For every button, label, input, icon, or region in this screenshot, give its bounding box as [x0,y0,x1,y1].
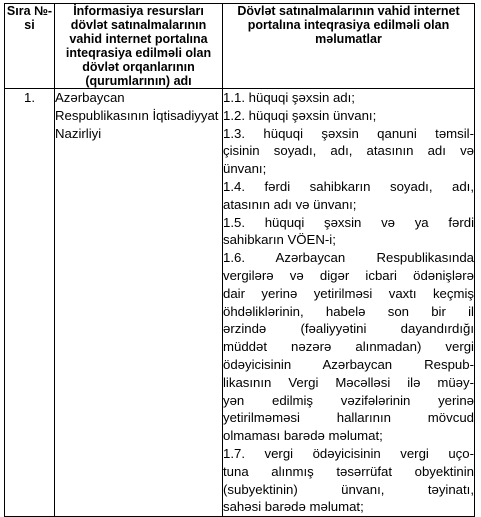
data-item-line: yən edilmiş vəzifələrinin yerinə [223,392,474,408]
table-header-row [5,4,475,89]
data-item-line: öhdəliklərinin, habelə son bir il [223,303,474,319]
data-item-line: çisinin soyadı, adı, atasının adı və [223,143,474,159]
data-item-line: 1.6. Azərbaycan Respublikasında [223,250,474,266]
data-item-line: atasının adı və ünvanı; [223,196,357,212]
data-item-line: dair yerinə yetirilməsi vaxtı keçmiş [223,285,474,301]
table-row [5,89,475,517]
data-item-line: 1.2. hüquqi şəxsin ünvanı; [223,107,377,123]
data-item-line: vergilərə və digər icbari ödənişlərə [223,267,474,283]
data-item-line: sahəsi barədə məlumat; [223,499,364,515]
data-item-line: 1.1. hüquqi şəxsin adı; [223,90,355,105]
data-item [223,89,474,107]
data-item-line: 1.3. hüquqi şəxsin qanuni təmsil- [223,125,474,141]
data-item-line: 1.4. fərdi sahibkarın soyadı, adı, [223,178,474,194]
data-item-line: ödəyicisinin Azərbaycan Respub- [223,356,474,372]
data-item-line: 1.7. vergi ödəyicisinin vergi uço- [223,445,474,461]
row-number: 1. [5,89,55,517]
row-organization: Azərbaycan Respublikasının İqtisadiyyat Nazirliyi [55,89,223,517]
header-data: Dövlət satınalmalarının vahid internet portalına inteqrasiya edilməli olan məlumatlar [223,4,475,89]
data-item-line: likasının Vergi Məcəlləsi ilə müəy- [223,374,474,390]
data-item [223,107,474,125]
data-item-line: müddət nəzərə alınmadan) vergi [223,339,474,355]
data-item-line: ərzində (fəaliyyətini dayandırdığı [223,321,474,337]
data-item-line: ünvanı; [223,161,267,177]
data-item-line: sahibkarın VÖEN-i; [223,232,336,248]
data-item-line: 1.5. hüquqi şəxsin və ya fərdi [223,214,474,230]
data-item [223,249,474,445]
row-data-list [223,89,475,517]
data-item [223,445,474,516]
data-item-line: olmaması barədə məlumat; [223,428,383,444]
header-number: Sıra №-si [5,4,55,89]
data-item [223,214,474,250]
data-items [223,89,474,516]
data-item [223,178,474,214]
data-item-line: yetirilməməsi hallarının mövcud [223,410,474,426]
data-item-line: tuna alınmış təsərrüfat obyektinin [223,463,474,479]
header-organization: İnformasiya resursları dövlət satınalmalarının vahid internet portalına inteqrasiya edilməli olan dövlət orqanlarının (qurumlarının) adı [55,4,223,89]
data-table [4,3,475,517]
data-item [223,125,474,178]
data-item-line: (subyektinin) ünvanı, təyinatı, [223,481,474,497]
